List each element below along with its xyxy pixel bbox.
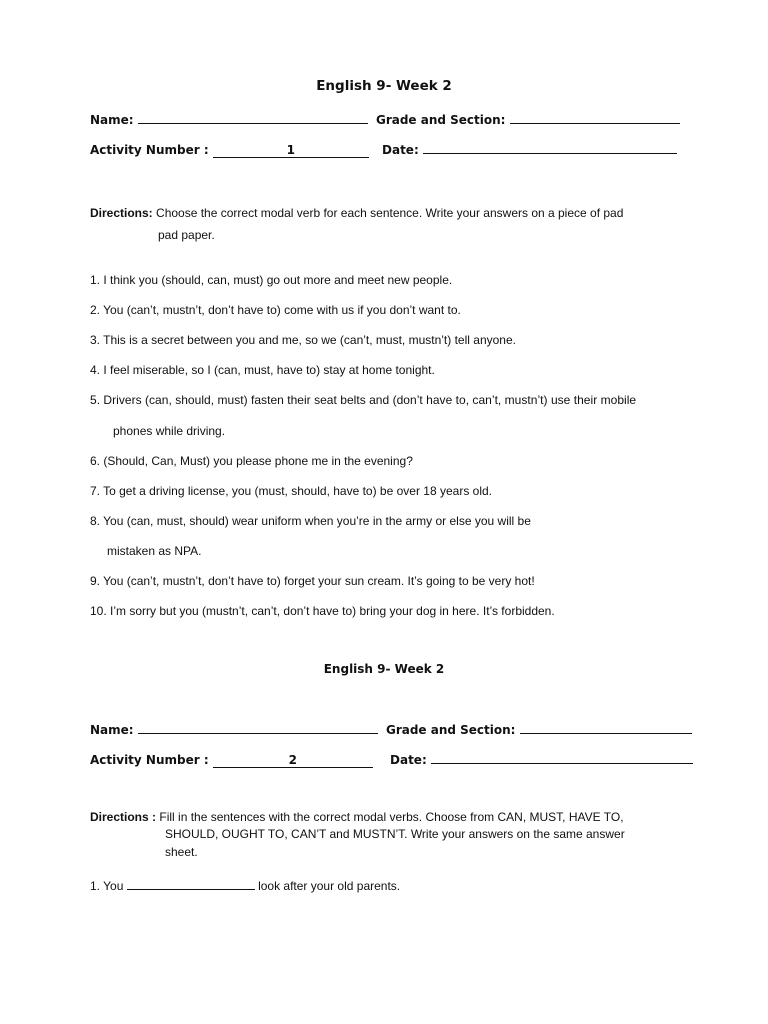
name-row-1 <box>90 112 680 127</box>
directions-2-continued: SHOULD, OUGHT TO, CAN’T and MUSTN’T. Write your answers on the same answer <box>165 827 625 841</box>
activity-row-2 <box>90 752 693 768</box>
directions-1-continued: pad paper. <box>158 228 215 242</box>
fill-in-prefix: 1. You <box>90 879 124 893</box>
directions-text: Choose the correct modal verb for each sentence. Write your answers on a piece of pad <box>156 206 624 220</box>
question-item: 3. This is a secret between you and me, so we (can’t, must, mustn’t) tell anyone. <box>90 333 516 347</box>
activity-number-label: Activity Number : <box>90 753 209 767</box>
directions-1 <box>90 206 623 220</box>
grade-section-label: Grade and Section: <box>385 723 516 737</box>
activity-row-1 <box>90 142 677 158</box>
directions-2-continued: sheet. <box>165 845 198 859</box>
question-item: 4. I feel miserable, so I (can, must, have to) stay at home tonight. <box>90 363 435 377</box>
question-item: 2. You (can’t, mustn’t, don’t have to) come with us if you don’t want to. <box>90 303 461 317</box>
activity-number-value: 2 <box>213 754 373 768</box>
worksheet-1-title: English 9- Week 2 <box>316 78 452 94</box>
date-blank[interactable] <box>431 752 693 764</box>
question-item: 7. To get a driving license, you (must, should, have to) be over 18 years old. <box>90 484 492 498</box>
question-item: 1. I think you (should, can, must) go out more and meet new people. <box>90 273 453 287</box>
fill-in-item <box>90 879 400 893</box>
activity-number-label: Activity Number : <box>90 143 209 157</box>
question-item: 5. Drivers (can, should, must) fasten their seat belts and (don’t have to, can’t, mustn’t) use their mobile <box>90 393 637 407</box>
name-blank[interactable] <box>138 112 368 124</box>
question-item: 6. (Should, Can, Must) you please phone me in the evening? <box>90 454 413 468</box>
date-label: Date: <box>382 143 419 157</box>
name-row-2 <box>90 722 692 737</box>
date-blank[interactable] <box>423 142 677 154</box>
grade-section-label: Grade and Section: <box>375 113 506 127</box>
name-label: Name: <box>90 113 134 127</box>
question-item: 9. You (can’t, mustn’t, don’t have to) forget your sun cream. It’s going to be very hot! <box>90 574 535 588</box>
date-label: Date: <box>390 753 427 767</box>
name-label: Name: <box>90 723 134 737</box>
directions-label: Directions : <box>90 810 157 824</box>
fill-in-suffix: look after your old parents. <box>258 879 401 893</box>
grade-section-blank[interactable] <box>510 112 680 124</box>
question-item-continued: phones while driving. <box>113 424 226 438</box>
question-item: 8. You (can, must, should) wear uniform when you’re in the army or else you will be <box>90 514 531 528</box>
worksheet-2-title: English 9- Week 2 <box>323 662 445 676</box>
question-item-continued: mistaken as NPA. <box>107 544 202 558</box>
directions-label: Directions: <box>90 206 153 220</box>
directions-text: Fill in the sentences with the correct modal verbs. Choose from CAN, MUST, HAVE TO, <box>159 810 624 824</box>
directions-2 <box>90 810 624 824</box>
grade-section-blank[interactable] <box>520 722 692 734</box>
activity-number-value: 1 <box>213 144 369 158</box>
name-blank[interactable] <box>138 722 378 734</box>
answer-blank[interactable] <box>127 879 255 890</box>
question-item: 10. I’m sorry but you (mustn’t, can’t, don’t have to) bring your dog in here. It’s forbidden. <box>90 604 555 618</box>
